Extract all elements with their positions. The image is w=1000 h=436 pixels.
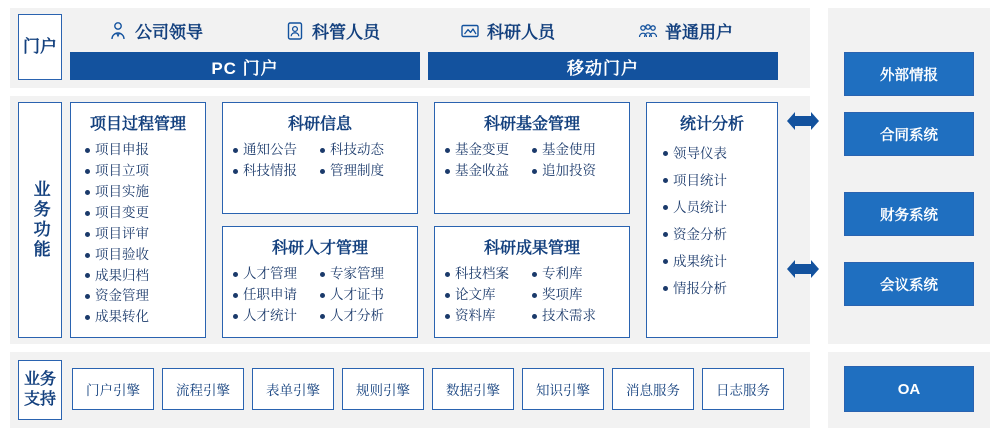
list-item: 论文库 — [445, 285, 532, 306]
external-system-meeting[interactable]: 会议系统 — [844, 262, 974, 306]
list-item: 成果归档 — [85, 266, 191, 287]
list-item: 人才统计 — [233, 306, 320, 327]
engine-rule[interactable]: 规则引擎 — [342, 368, 424, 410]
engine-process[interactable]: 流程引擎 — [162, 368, 244, 410]
list-item: 资金管理 — [85, 286, 191, 307]
external-system-contract[interactable]: 合同系统 — [844, 112, 974, 156]
list-item: 专利库 — [532, 264, 619, 285]
card-research-talent-management[interactable] — [222, 226, 418, 338]
portal-pc[interactable]: PC 门户 — [70, 52, 420, 80]
engine-knowledge[interactable]: 知识引擎 — [522, 368, 604, 410]
engine-form[interactable]: 表单引擎 — [252, 368, 334, 410]
service-log[interactable]: 日志服务 — [702, 368, 784, 410]
list-item: 管理制度 — [320, 161, 407, 182]
card-title: 科研成果管理 — [483, 240, 580, 257]
engine-data[interactable]: 数据引擎 — [432, 368, 514, 410]
list-item: 人员统计 — [663, 194, 761, 221]
id-badge-icon — [285, 21, 305, 41]
service-message[interactable]: 消息服务 — [612, 368, 694, 410]
band-label-support: 业务支持 — [18, 360, 62, 420]
list-item: 人才证书 — [320, 285, 407, 306]
list-item: 项目验收 — [85, 245, 191, 266]
list-item: 科技动态 — [320, 140, 407, 161]
list-item: 科技情报 — [233, 161, 320, 182]
list-item: 基金变更 — [445, 140, 532, 161]
list-item: 专家管理 — [320, 264, 407, 285]
card-project-process-management[interactable] — [70, 102, 206, 338]
engine-portal[interactable]: 门户引擎 — [72, 368, 154, 410]
external-system-intelligence[interactable]: 外部情报 — [844, 52, 974, 96]
list-item: 基金收益 — [445, 161, 532, 182]
users-group-icon — [638, 21, 658, 41]
card-items — [435, 140, 629, 182]
role-label: 公司领导 — [135, 23, 203, 42]
role-label: 科研人员 — [487, 23, 555, 42]
list-item: 情报分析 — [663, 275, 761, 302]
list-item: 成果转化 — [85, 307, 191, 328]
list-item: 任职申请 — [233, 285, 320, 306]
card-statistical-analysis[interactable] — [646, 102, 778, 338]
card-research-achievement-management[interactable] — [434, 226, 630, 338]
card-title: 科研基金管理 — [483, 116, 580, 133]
list-item: 项目申报 — [85, 140, 191, 161]
list-item: 项目统计 — [663, 167, 761, 194]
card-items — [71, 140, 205, 328]
list-item: 领导仪表 — [663, 140, 761, 167]
list-item: 科技档案 — [445, 264, 532, 285]
band-label-functions: 业务功能 — [18, 102, 62, 338]
list-item: 追加投资 — [532, 161, 619, 182]
list-item: 奖项库 — [532, 285, 619, 306]
microscope-icon — [460, 21, 480, 41]
double-arrow-icon — [786, 110, 820, 132]
list-item: 通知公告 — [233, 140, 320, 161]
card-items — [435, 264, 629, 327]
external-system-oa[interactable]: OA — [844, 366, 974, 412]
card-items — [223, 140, 417, 182]
list-item: 基金使用 — [532, 140, 619, 161]
card-title: 科研人才管理 — [271, 240, 368, 257]
card-items — [223, 264, 417, 327]
role-company-leader — [108, 18, 203, 43]
list-item: 成果统计 — [663, 248, 761, 275]
list-item: 人才管理 — [233, 264, 320, 285]
list-item: 技术需求 — [532, 306, 619, 327]
list-item: 项目变更 — [85, 203, 191, 224]
double-arrow-icon — [786, 258, 820, 280]
card-title: 项目过程管理 — [89, 116, 186, 133]
role-label: 普通用户 — [665, 23, 733, 42]
list-item: 项目评审 — [85, 224, 191, 245]
role-general-user — [638, 18, 733, 43]
card-research-fund-management[interactable] — [434, 102, 630, 214]
list-item: 项目实施 — [85, 182, 191, 203]
user-tie-icon — [108, 21, 128, 41]
card-items — [647, 140, 777, 302]
list-item: 资金分析 — [663, 221, 761, 248]
band-label-portal: 门户 — [18, 14, 62, 80]
card-title: 科研信息 — [287, 116, 352, 133]
list-item: 人才分析 — [320, 306, 407, 327]
list-item: 资料库 — [445, 306, 532, 327]
card-research-info[interactable] — [222, 102, 418, 214]
role-research-admin — [285, 18, 380, 43]
portal-mobile[interactable]: 移动门户 — [428, 52, 778, 80]
card-title: 统计分析 — [679, 116, 744, 133]
role-researcher — [460, 18, 555, 43]
role-label: 科管人员 — [312, 23, 380, 42]
list-item: 项目立项 — [85, 161, 191, 182]
external-system-finance[interactable]: 财务系统 — [844, 192, 974, 236]
